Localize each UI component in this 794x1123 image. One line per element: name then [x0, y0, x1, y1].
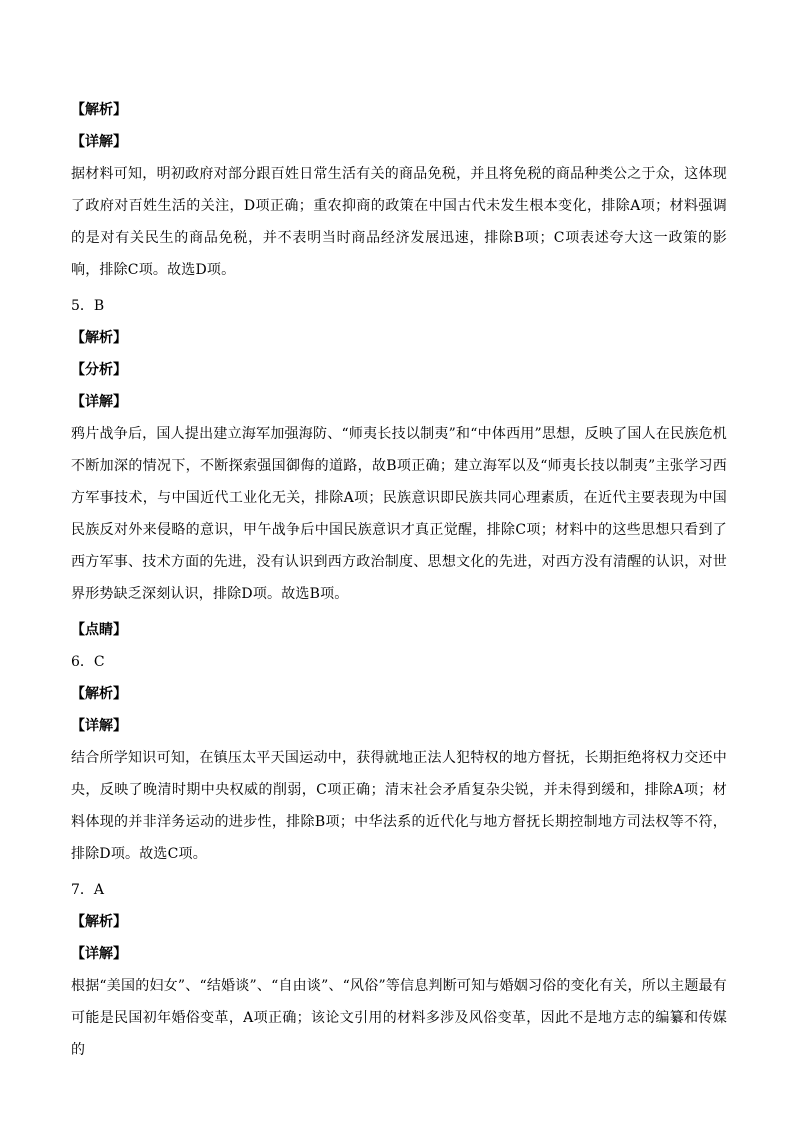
section-heading-explanation: 【详解】 [71, 394, 127, 410]
section-heading-analysis: 【解析】 [71, 914, 127, 930]
section-heading-explanation: 【详解】 [71, 718, 127, 734]
answer-line: 5．B [71, 298, 105, 314]
section-heading-insight: 【点睛】 [71, 622, 127, 638]
answer-line: 6．C [71, 654, 105, 670]
explanation-paragraph: 根据“美国的妇女”、“结婚谈”、“自由谈”、“风俗”等信息判断可知与婚姻习俗的变化有关，所以主题最有可能是民国初年婚俗变革，A项正确；该论文引用的材料多涉及风俗变革，因此不是地方志的编纂和传媒的 [71, 978, 727, 1058]
section-heading-explanation: 【详解】 [71, 134, 127, 150]
section-heading-analysis: 【解析】 [71, 330, 127, 346]
explanation-paragraph: 鸦片战争后，国人提出建立海军加强海防、“师夷长技以制夷”和“中体西用”思想，反映了国人在民族危机不断加深的情况下，不断探索强国御侮的道路，故B项正确；建立海军以及“师夷长技以制夷”主张学习西方军事技术，与中国近代工业化无关，排除A项；民族意识即民族共同心理素质，在近代主要表现为中国民族反对外来侵略的意识，甲午战争后中国民族意识才真正觉醒，排除C项；材料中的这些思想只看到了西方军事、技术方面的先进，没有认识到西方政治制度、思想文化的先进，对西方没有清醒的认识，对世界形势缺乏深刻认识，排除D项。故选B项。 [71, 426, 727, 602]
document-body [71, 101, 727, 1073]
explanation-paragraph: 结合所学知识可知，在镇压太平天国运动中，获得就地正法人犯特权的地方督抚，长期拒绝将权力交还中央，反映了晚清时期中央权威的削弱，C项正确；清末社会矛盾复杂尖锐，并未得到缓和，排除A项；材料体现的并非洋务运动的进步性，排除B项；中华法系的近代化与地方督抚长期控制地方司法权等不符，排除D项。故选C项。 [71, 750, 727, 862]
section-heading-analysis: 【解析】 [71, 102, 127, 118]
section-heading-breakdown: 【分析】 [71, 362, 127, 378]
answer-line: 7．A [71, 882, 105, 898]
section-heading-explanation: 【详解】 [71, 946, 127, 962]
explanation-paragraph: 据材料可知，明初政府对部分跟百姓日常生活有关的商品免税，并且将免税的商品种类公之于众，这体现了政府对百姓生活的关注，D项正确；重农抑商的政策在中国古代未发生根本变化，排除A项；材料强调的是对有关民生的商品免税，并不表明当时商品经济发展迅速，排除B项；C项表述夸大这一政策的影响，排除C项。故选D项。 [71, 166, 727, 278]
section-heading-analysis: 【解析】 [71, 686, 127, 702]
